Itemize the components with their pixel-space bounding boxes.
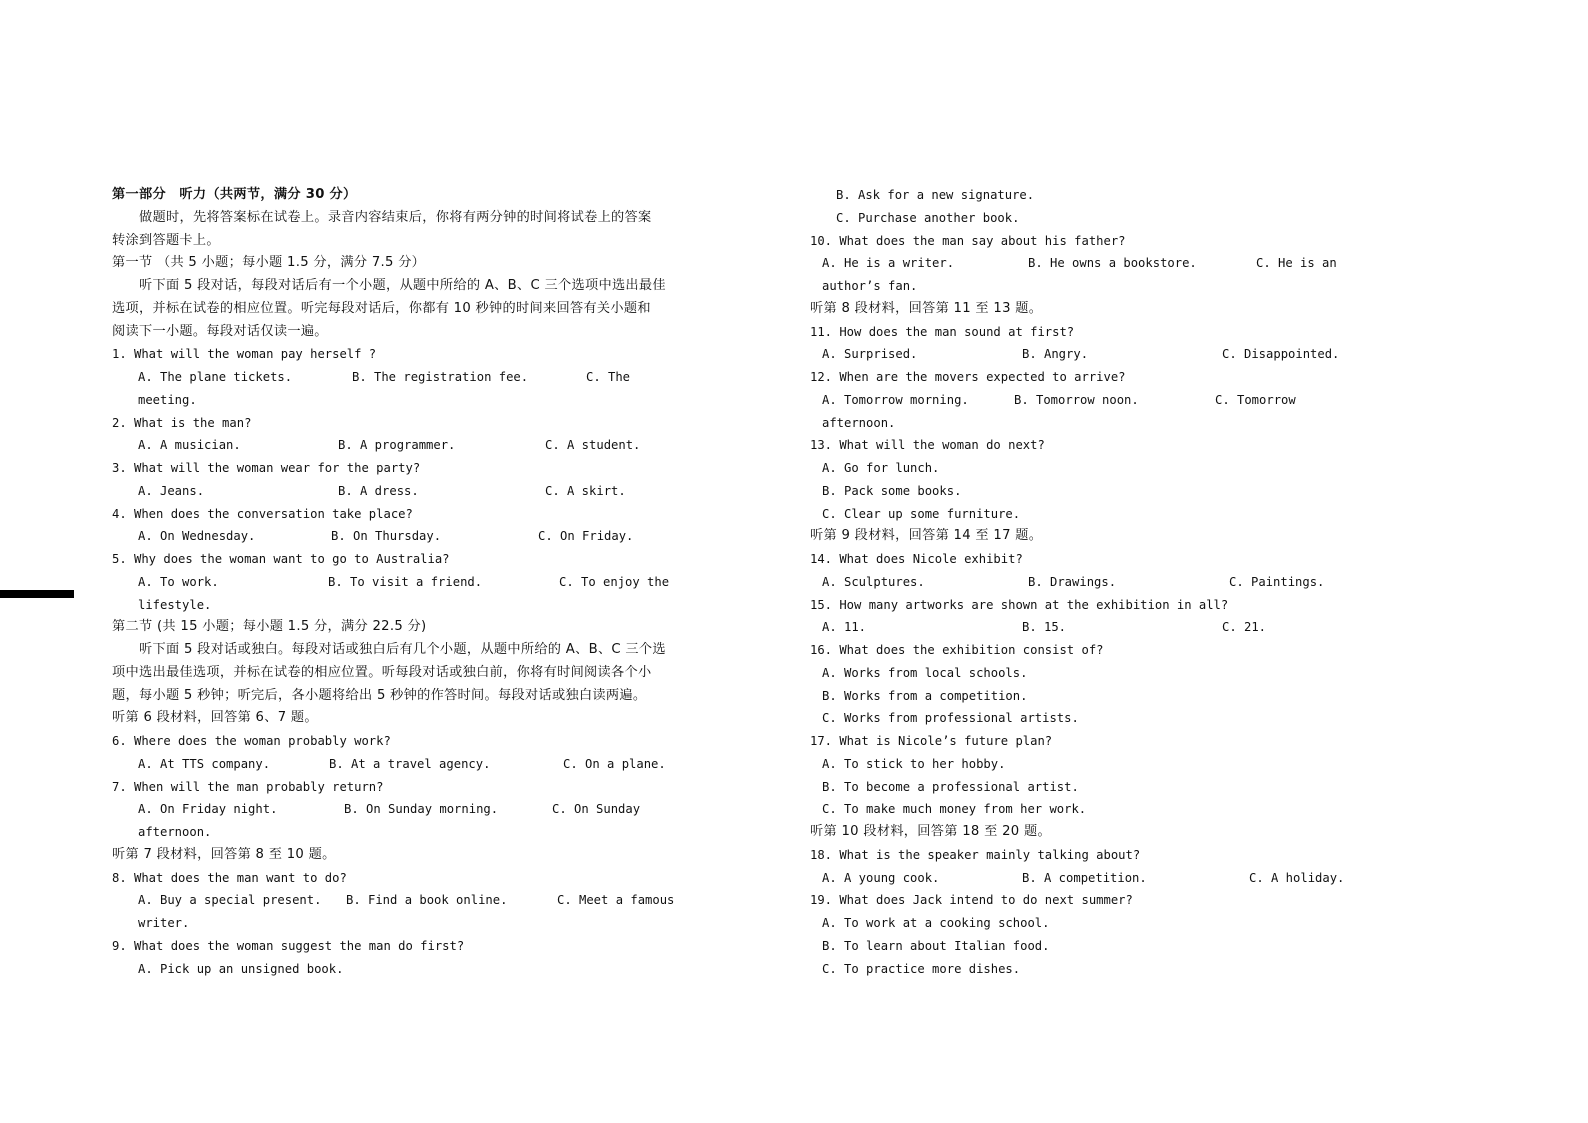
option-a: A. Go for lunch. [822,461,940,475]
section-1-title: 第一节 （共 5 小题；每小题 1.5 分，满分 7.5 分） [112,255,426,271]
option-c: C. He is an [1256,256,1337,271]
option-c: C. A student. [545,438,641,453]
options-6 [112,753,672,776]
question-7: 7. When will the man probably return? [112,779,384,794]
option-b: B. Tomorrow noon. [1014,392,1139,407]
option-b: B. To visit a friend. [328,574,483,589]
section-2-instructions: 项中选出最佳选项，并标在试卷的相应位置。听每段对话或独白前，你将有时间阅读各个小 [112,664,652,680]
option-c: C. 21. [1222,620,1267,635]
options-4 [112,525,672,548]
question-18: 18. What is the speaker mainly talking about? [810,847,1141,862]
options-10 [810,252,1370,275]
option-wrap: writer. [138,916,190,930]
option-a: A. A musician. [138,438,241,453]
option-a: A. At TTS company. [138,756,271,771]
question-3: 3. What will the woman wear for the party? [112,461,421,475]
options-18 [810,867,1370,890]
section-1-instructions: 阅读下一小题。每段对话仅读一遍。 [112,323,328,339]
listening-material-8: 听第 8 段材料，回答第 11 至 13 题。 [810,300,1043,316]
listening-material-6: 听第 6 段材料，回答第 6、7 题。 [112,710,318,726]
question-11: 11. How does the man sound at first? [810,324,1075,339]
option-a: A. To stick to her hobby. [822,756,1006,771]
option-a: A. Tomorrow morning. [822,392,969,407]
option-c: C. To enjoy the [559,574,670,589]
option-c: C. A holiday. [1249,870,1345,885]
listening-material-9: 听第 9 段材料，回答第 14 至 17 题。 [810,528,1043,544]
options-8 [112,889,675,912]
option-c: C. On Sunday [552,802,641,817]
option-a: A. To work. [138,574,219,589]
option-b: B. To become a professional artist. [822,779,1079,794]
question-2: 2. What is the man? [112,415,252,430]
option-a: A. On Friday night. [138,802,278,817]
option-b: B. At a travel agency. [329,756,491,771]
option-b: B. 15. [1022,620,1067,635]
options-5 [112,571,672,594]
section-2-instructions: 题，每小题 5 秒钟；听完后，各小题将给出 5 秒钟的作答时间。每段对话或独白读两遍。 [112,687,647,703]
option-wrap: lifestyle. [138,597,212,612]
section-2-title: 第二节 (共 15 小题；每小题 1.5 分，满分 22.5 分) [112,619,427,635]
options-15 [810,616,1370,639]
option-c: C. A skirt. [545,483,626,498]
option-b: B. Drawings. [1028,574,1117,589]
option-a: A. Jeans. [138,483,205,498]
section-2-instructions: 听下面 5 段对话或独白。每段对话或独白后有几个小题，从题中所给的 A、B、C 三个选 [139,642,666,657]
option-b: B. The registration fee. [352,370,529,384]
question-10: 10. What does the man say about his father? [810,233,1126,248]
option-a: A. To work at a cooking school. [822,916,1050,930]
option-wrap: afternoon. [138,825,212,839]
option-a: A. He is a writer. [822,256,955,271]
question-12: 12. When are the movers expected to arrive? [810,370,1126,384]
question-5: 5. Why does the woman want to go to Australia? [112,552,450,566]
option-b: B. Pack some books. [822,483,962,498]
option-c: C. Tomorrow [1215,392,1296,407]
edge-mark [0,590,74,598]
option-b: B. Find a book online. [346,893,508,908]
question-9: 9. What does the woman suggest the man do first? [112,938,465,953]
option-a: A. Surprised. [822,347,918,362]
listening-material-7: 听第 7 段材料，回答第 8 至 10 题。 [112,846,336,862]
question-19: 19. What does Jack intend to do next summer? [810,893,1133,908]
option-c: C. On a plane. [563,756,666,771]
option-a: A. Buy a special present. [138,893,322,908]
question-1: 1. What will the woman pay herself ? [112,347,377,362]
options-1 [112,366,672,389]
option-c: C. To practice more dishes. [822,961,1021,976]
intro-line: 做题时，先将答案标在试卷上。录音内容结束后，你将有两分钟的时间将试卷上的答案 [139,209,652,225]
options-7 [112,798,672,821]
option-b: B. A competition. [1022,870,1147,885]
option-wrap: afternoon. [822,415,896,430]
option-b: B. On Thursday. [331,529,442,544]
option-a: A. Pick up an unsigned book. [138,961,344,976]
option-b: B. On Sunday morning. [344,802,499,817]
options-2 [112,434,672,457]
option-a: A. On Wednesday. [138,529,256,544]
option-c: C. Purchase another book. [836,210,1020,225]
option-c: C. Paintings. [1229,574,1325,589]
right-column [810,184,1370,980]
options-9 [112,958,672,981]
option-c: C. Clear up some furniture. [822,506,1021,521]
question-15: 15. How many artworks are shown at the exhibition in all? [810,597,1229,612]
intro-line: 转涂到答题卡上。 [112,232,220,248]
option-b: B. Angry. [1022,347,1089,362]
option-a: A. Sculptures. [822,574,925,589]
question-17: 17. What is Nicole’s future plan? [810,734,1053,748]
option-b: B. A dress. [338,483,419,498]
question-14: 14. What does Nicole exhibit? [810,552,1023,566]
option-b: B. Works from a competition. [822,688,1028,703]
option-c: C. Works from professional artists. [822,711,1079,726]
section-1-instructions: 选项，并标在试卷的相应位置。听完每段对话后，你都有 10 秒钟的时间来回答有关小题和 [112,300,651,316]
option-wrap: meeting. [138,392,197,407]
left-column [112,184,675,980]
options-11 [810,343,1370,366]
option-a: A. 11. [822,620,867,635]
question-13: 13. What will the woman do next? [810,438,1045,453]
option-c: C. Disappointed. [1222,347,1340,362]
option-c: C. The [586,370,631,384]
option-c: C. Meet a famous [557,893,675,908]
section-1-instructions: 听下面 5 段对话，每段对话后有一个小题，从题中所给的 A、B、C 三个选项中选出最佳 [139,278,666,293]
question-4: 4. When does the conversation take place? [112,506,413,521]
options-12 [810,389,1370,412]
option-wrap: author’s fan. [822,279,918,293]
listening-material-10: 听第 10 段材料，回答第 18 至 20 题。 [810,824,1051,839]
options-3 [112,480,672,503]
option-b: B. To learn about Italian food. [822,938,1050,953]
option-c: C. To make much money from her work. [822,802,1087,817]
question-8: 8. What does the man want to do? [112,870,347,885]
option-c: C. On Friday. [538,529,634,544]
question-16: 16. What does the exhibition consist of? [810,643,1104,657]
question-6: 6. Where does the woman probably work? [112,734,391,748]
option-a: A. Works from local schools. [822,665,1028,680]
option-a: A. A young cook. [822,870,940,885]
options-14 [810,571,1370,594]
option-b: B. He owns a bookstore. [1028,256,1197,271]
option-a: A. The plane tickets. [138,370,293,384]
option-b: B. Ask for a new signature. [836,188,1035,202]
part-title: 第一部分 听力（共两节，满分 30 分） [112,187,357,202]
option-b: B. A programmer. [338,438,456,453]
